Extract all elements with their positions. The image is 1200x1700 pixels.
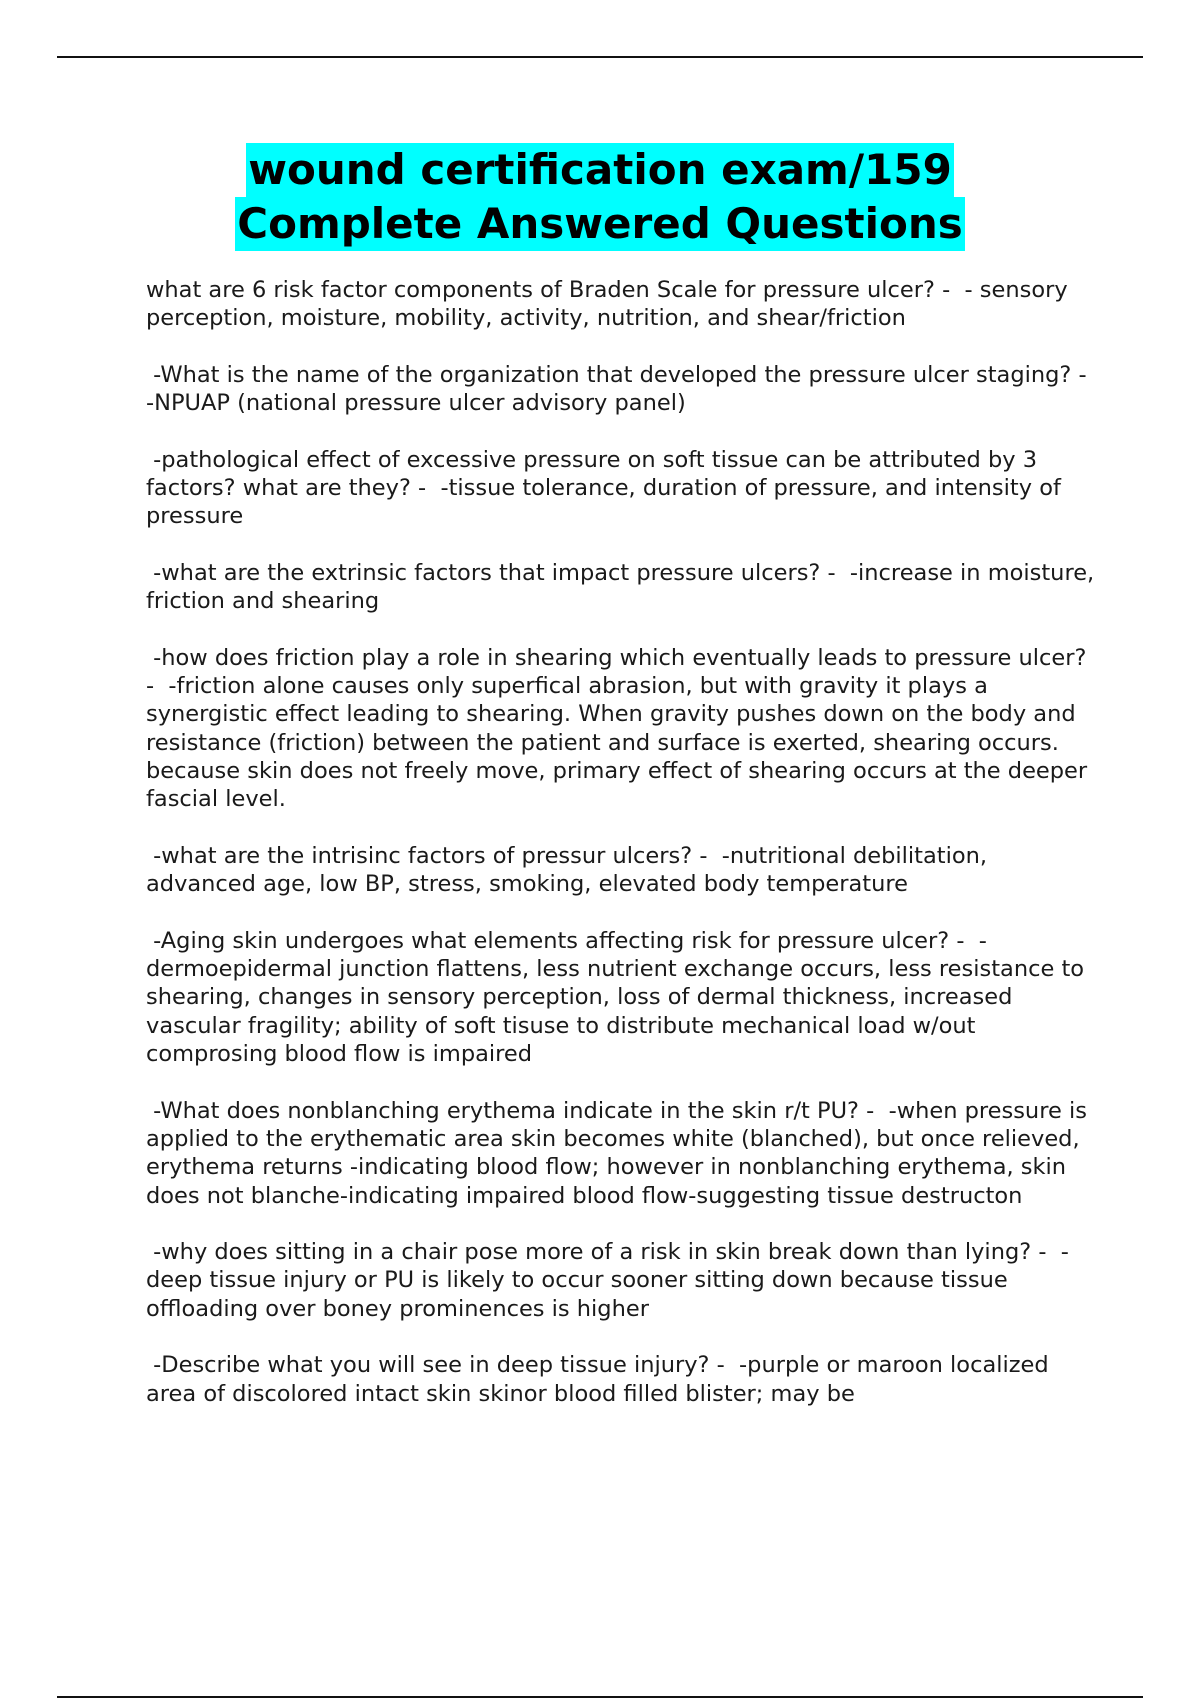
title-line-1: wound certification exam/159	[246, 143, 954, 197]
qa-entry: -why does sitting in a chair pose more of a risk in skin break down than lying? - -deep tissue injury or PU is likely to occur sooner sitting down because tissue offloading over boney prominences is higher	[146, 1239, 1069, 1322]
bottom-rule	[57, 1696, 1143, 1698]
qa-entry: -Describe what you will see in deep tissue injury? - -purple or maroon localized area of discolored intact skin skinor blood filled blister; may be	[146, 1352, 1056, 1407]
qa-entry: -what are the intrisinc factors of pressur ulcers? - -nutritional debilitation, advanced age, low BP, stress, smoking, elevated body temperature	[146, 842, 995, 898]
qa-entry: -What does nonblanching erythema indicate in the skin r/t PU? - -when pressure is applied to the erythematic area skin becomes white (blanched), but once relieved, erythema returns -indicating blood flow; however in nonblanching erythema, skin does not blanche-indicating impaired blood flow-suggesting tissue destructon	[146, 1097, 1095, 1209]
title-line-2: Complete Answered Questions	[235, 197, 964, 251]
document-title	[0, 143, 1200, 251]
qa-content	[146, 276, 1102, 1436]
qa-entry: -What is the name of the organization that developed the pressure ulcer staging? - -NPUAP (national pressure ulcer advisory panel)	[146, 361, 1101, 417]
qa-entry: -Aging skin undergoes what elements affecting risk for pressure ulcer? - - dermoepidermal junction flattens, less nutrient exchange occurs, less resistance to shearing, changes in sensory perception, loss of dermal thickness, increased vascular fragility; ability of soft tisuse to distribute mechanical load w/out comprosing blood flow is impaired	[146, 927, 1092, 1068]
top-rule	[57, 56, 1143, 58]
qa-entry: -how does friction play a role in shearing which eventually leads to pressure ulcer? - -friction alone causes only superfical abrasion, but with gravity it plays a synergistic effect leading to shearing. When gravity pushes down on the body and resistance (friction) between the patient and surface is exerted, shearing occurs. because skin does not freely move, primary effect of shearing occurs at the deeper fascial level.	[146, 644, 1095, 813]
qa-entry: -pathological effect of excessive pressure on soft tissue can be attributed by 3 factors? what are they? - -tissue tolerance, duration of pressure, and intensity of pressure	[146, 446, 1069, 530]
qa-entry: what are 6 risk factor components of Braden Scale for pressure ulcer? - - sensory perception, moisture, mobility, activity, nutrition, and shear/friction	[146, 277, 1075, 332]
qa-entry: -what are the extrinsic factors that impact pressure ulcers? - -increase in moisture, friction and shearing	[146, 559, 1102, 615]
